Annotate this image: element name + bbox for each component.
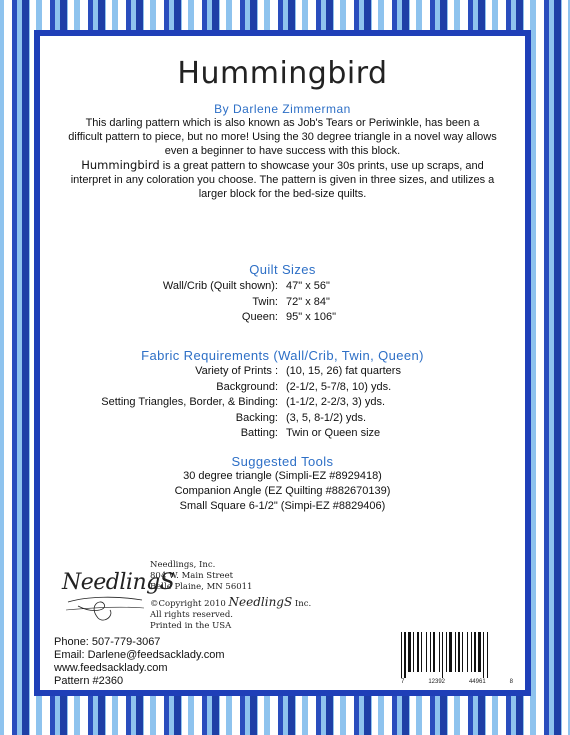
intro-line xyxy=(54,158,511,173)
tools-heading: Suggested Tools xyxy=(231,454,334,469)
copyright-line: ©Copyright 2010 NeedlingS Inc. xyxy=(150,595,312,609)
fabric-label: Background: xyxy=(216,380,278,393)
fabric-label: Backing: xyxy=(235,411,278,424)
size-label: Wall/Crib (Quilt shown): xyxy=(162,280,278,292)
company-line: Printed in the USA xyxy=(150,621,232,631)
fabric-value: (1-1/2, 2-2/3, 3) yds. xyxy=(286,396,386,408)
pattern-number: Pattern #2360 xyxy=(54,675,124,687)
table-row xyxy=(40,395,525,411)
contact-info xyxy=(54,636,225,688)
table-row xyxy=(40,364,525,380)
logo-wordmark: NeedlingS xyxy=(62,570,175,595)
intro-line: interpret in any coloration you choose. The pattern is given in three sizes, and utilizes a xyxy=(70,174,495,186)
fabric-value: Twin or Queen size xyxy=(286,427,381,439)
size-value: 95" x 106" xyxy=(286,311,337,323)
fabric-label: Setting Triangles, Border, & Binding: xyxy=(101,396,278,408)
intro-paragraph xyxy=(54,116,511,201)
intro-line: larger block for the bed-size quilts. xyxy=(198,188,367,200)
company-line: 804 W. Main Street xyxy=(150,571,234,581)
company-info xyxy=(150,560,311,632)
barcode xyxy=(399,632,515,686)
tools-list xyxy=(40,469,525,514)
list-item: Companion Angle (EZ Quilting #882670139) xyxy=(174,485,391,497)
fabric-heading: Fabric Requirements (Wall/Crib, Twin, Queen) xyxy=(141,348,424,363)
intro-text: is a great pattern to showcase your 30s prints, use up scraps, and xyxy=(159,160,484,172)
size-label: Twin: xyxy=(252,295,278,308)
table-row xyxy=(40,279,525,295)
size-value: 47" x 56" xyxy=(286,280,330,292)
intro-line: difficult pattern to piece, but no more! Using the 30 degree triangle in a novel way allows xyxy=(68,131,497,143)
size-label: Queen: xyxy=(241,311,278,323)
fabric-value: (2-1/2, 5-7/8, 10) yds. xyxy=(286,380,392,393)
page-title: Hummingbird xyxy=(177,56,388,91)
size-value: 72" x 84" xyxy=(286,295,330,308)
table-row xyxy=(40,295,525,311)
company-line: Needlings, Inc. xyxy=(150,560,216,570)
quilt-sizes-heading: Quilt Sizes xyxy=(249,262,316,277)
table-row xyxy=(40,380,525,396)
mini-logo: NeedlingS xyxy=(228,595,293,609)
page-frame xyxy=(34,30,531,696)
company-line: All rights reserved. xyxy=(150,610,233,620)
fabric-label: Variety of Prints : xyxy=(195,365,278,377)
intro-line: This darling pattern which is also known as Job's Tears or Periwinkle, has been a xyxy=(85,117,480,129)
intro-line: even a beginner to have success with this block. xyxy=(164,145,401,157)
barcode-digits: 7 12392 44961 8 xyxy=(401,679,513,685)
pattern-name: Hummingbird xyxy=(81,158,160,172)
quilt-sizes-table xyxy=(40,279,525,326)
fabric-value: (3, 5, 8-1/2) yds. xyxy=(286,411,367,424)
barcode-icon xyxy=(399,632,515,678)
fabric-value: (10, 15, 26) fat quarters xyxy=(286,365,401,377)
email: Email: Darlene@feedsacklady.com xyxy=(54,649,225,661)
website: www.feedsacklady.com xyxy=(54,662,168,674)
author-line: By Darlene Zimmerman xyxy=(214,102,351,116)
content-panel xyxy=(40,36,525,690)
table-row xyxy=(40,310,525,326)
table-row xyxy=(40,411,525,427)
phone: Phone: 507-779-3067 xyxy=(54,636,161,648)
fabric-table xyxy=(40,364,525,442)
table-row xyxy=(40,426,525,442)
list-item: Small Square 6-1/2" (Simpi-EZ #8829406) xyxy=(179,500,386,512)
company-line: Belle Plaine, MN 56011 xyxy=(150,582,253,592)
fabric-label: Batting: xyxy=(240,427,278,439)
needlings-logo xyxy=(58,566,175,626)
list-item: 30 degree triangle (Simpli-EZ #8929418) xyxy=(183,470,382,482)
